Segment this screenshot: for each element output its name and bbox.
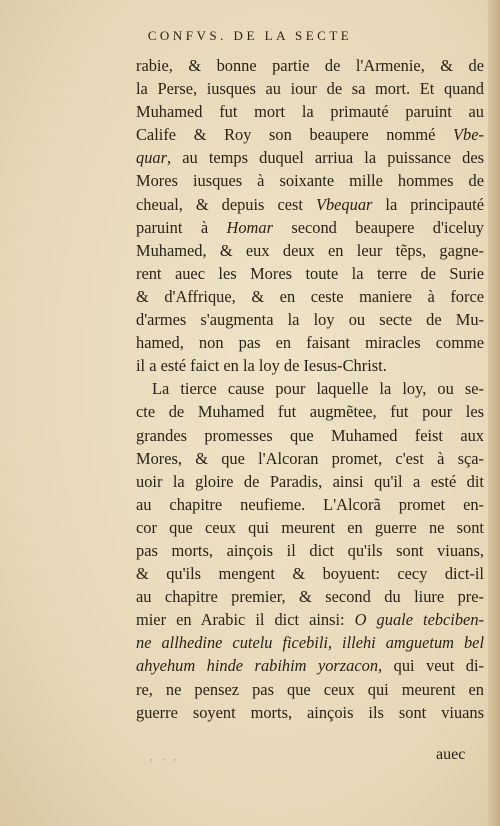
- text-segment: la principauté: [372, 194, 484, 214]
- text-line: Mores, & que l'Alcoran promet, c'est à sça-: [136, 448, 484, 468]
- text-line: Muhamed fut mort la primauté paruint au: [136, 102, 484, 122]
- page-gutter-shadow: [488, 0, 500, 826]
- text-line: au chapitre premier, & second du liure pre-: [136, 587, 484, 607]
- text-line: [136, 654, 484, 677]
- text-line: la Perse, iusques au iour de sa mort. Et quand: [136, 79, 484, 99]
- text-line: hamed, non pas en faisant miracles comme: [136, 333, 484, 353]
- text-line: uoir la gloire de Paradis, ainsi qu'il a esté dit: [136, 471, 484, 491]
- running-head: CONFVS. DE LA SECTE: [147, 28, 353, 43]
- text-line: grandes promesses que Muhamed feist aux: [136, 425, 484, 445]
- text-line: [136, 608, 484, 631]
- text-line: Muhamed, & eux deux en leur tẽps, gagne-: [136, 240, 484, 260]
- text-line: Mores iusques à soixante mille hommes de: [136, 171, 484, 191]
- text-line: d'armes s'augmenta la loy ou secte de Mu-: [136, 310, 484, 330]
- text-line: [136, 631, 484, 654]
- body-text: [136, 54, 484, 724]
- text-line: il a esté faict en la loy de Iesus-Christ.: [136, 356, 387, 376]
- text-line: rabie, & bonne partie de l'Armenie, & de: [136, 56, 484, 75]
- text-line: rent auec les Mores toute la terre de Surie: [136, 263, 484, 283]
- text-line: [136, 123, 484, 146]
- italic-name: O guale tebciben-: [354, 610, 484, 630]
- italic-name: Vbequar: [315, 194, 373, 214]
- text-segment: qui veut di-: [382, 656, 484, 676]
- text-line: au chapitre neufieme. L'Alcorã promet en-: [136, 494, 484, 514]
- text-line: [136, 216, 484, 239]
- ink-smudge: · · ·: [150, 756, 180, 766]
- italic-name: Homar: [226, 217, 273, 237]
- italic-name: Vbe-: [453, 125, 484, 145]
- text-segment: Calife & Roy son beaupere nommé: [136, 125, 454, 145]
- catchword: auec: [436, 746, 466, 763]
- text-segment: paruint à: [136, 217, 227, 237]
- text-line: re, ne pensez pas que ceux qui meurent en: [136, 679, 484, 699]
- text-line: pas morts, ainçois il dict qu'ils sont viuans,: [136, 540, 484, 560]
- text-line: & qu'ils mengent & boyuent: cecy dict-il: [136, 564, 484, 584]
- text-line: La tierce cause pour laquelle la loy, ou se-: [152, 379, 484, 399]
- text-segment: cheual, & depuis cest: [136, 194, 316, 214]
- italic-name: ahyehum hinde rabihim yorzacon,: [136, 656, 383, 676]
- text-line: [136, 193, 484, 216]
- text-segment: , au temps duquel arriua la puissance des: [166, 148, 484, 168]
- italic-name: quar: [136, 148, 167, 168]
- text-line: [136, 146, 484, 169]
- text-line: cor que ceux qui meurent en guerre ne sont: [136, 517, 484, 537]
- text-line: cte de Muhamed fut augmẽtee, fut pour les: [136, 402, 484, 422]
- italic-name: ne allhedine cutelu ficebili, illehi amguetum bel: [136, 633, 484, 653]
- text-segment: mier en Arabic il dict ainsi:: [136, 610, 355, 630]
- text-line: guerre soyent morts, ainçois ils sont viuans: [136, 702, 484, 722]
- text-line: & d'Affrique, & en ceste maniere à force: [136, 286, 484, 306]
- text-segment: second beaupere d'iceluy: [272, 217, 484, 237]
